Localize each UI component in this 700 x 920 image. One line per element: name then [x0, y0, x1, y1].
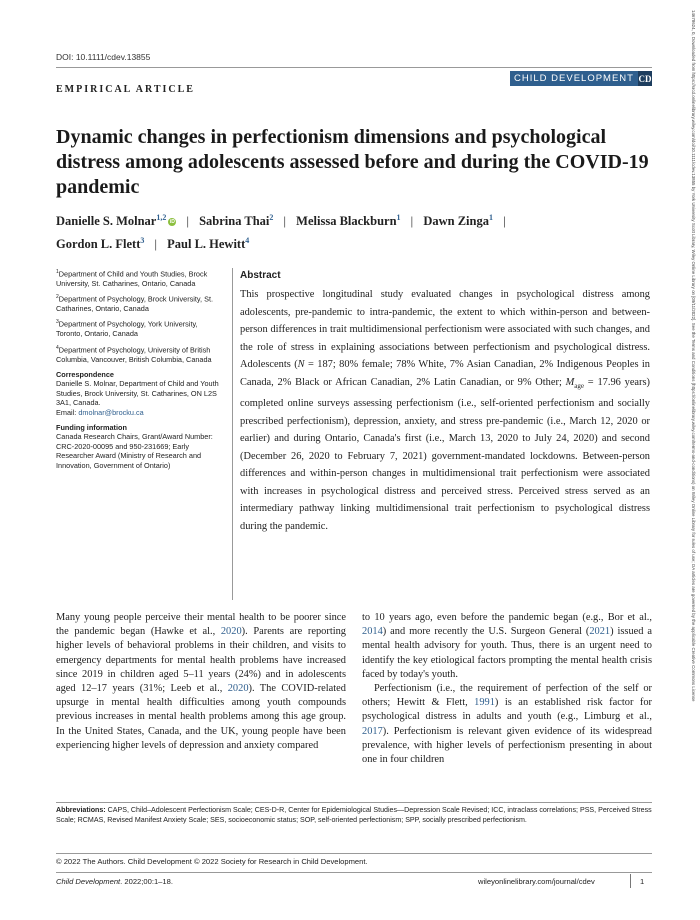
author-affiliation[interactable]: 2 — [269, 213, 274, 222]
citation-link[interactable]: 1991 — [474, 697, 495, 709]
affiliation: $^4$Department of Psychology, University of British Columbia, Vancouver, British Columbia, Canada — [56, 344, 212, 364]
citation-link[interactable]: 2017 — [362, 725, 383, 737]
journal-logo-icon: CD — [638, 71, 652, 86]
download-notice-sidebar: 14678624, 0, Downloaded from https://srcd.onlinelibrary.wiley.com/doi/10.1111/cdev.13855 by York University Scott Library, Wiley Online Library on [09/11/2022]. See the Terms and Conditions (https://onlinelibrary.wiley.com/terms-and-conditions) on Wiley Online Library for rules of use; OA articles are governed by the applicable Creative Commons License — [691, 10, 696, 702]
affiliation: $^3$Department of Psychology, York University, Toronto, Ontario, Canada — [56, 319, 198, 339]
body-column-right — [362, 611, 652, 767]
author-separator: | — [283, 214, 287, 229]
header-rule — [56, 67, 652, 68]
column-divider — [232, 268, 233, 600]
body-paragraph: Perfectionism (i.e., the requirement of perfection of the self or others; Hewitt & Flett, 1991) is an established risk factor for psychological distress in adults and youth (e.g., Limburg et al., 2017). Perfectionism is relevant given evidence of its widespread prevalence, with higher levels of perfectionism presenting in about one in four children — [362, 683, 652, 766]
correspondence-text: Danielle S. Molnar, Department of Child and Youth Studies, Brock University, St. Catharines, ON L2S 3A1, Canada. Email: dmolnar@brocku.ca — [56, 379, 219, 417]
journal-badge[interactable] — [510, 71, 652, 86]
journal-name: CHILD DEVELOPMENT — [514, 73, 634, 84]
author-affiliation[interactable]: 3 — [140, 236, 145, 246]
author-name[interactable]: Sabrina Thai — [199, 214, 270, 229]
orcid-icon[interactable]: iD — [169, 219, 175, 226]
author-name[interactable]: Danielle S. Molnar — [56, 214, 157, 229]
footer-separator — [630, 874, 631, 888]
author-affiliation[interactable]: 1,2 — [156, 213, 167, 222]
article-type: EMPIRICAL ARTICLE — [56, 84, 195, 95]
copyright: © 2022 The Authors. Child Development © 2022 Society for Research in Child Development. — [56, 857, 368, 866]
author-name[interactable]: Gordon L. Flett — [56, 237, 141, 252]
author-list — [56, 208, 646, 254]
correspondence-heading: Correspondence — [56, 369, 114, 379]
article-title: Dynamic changes in perfectionism dimensions and psychological distress among adolescents assessed before and during the COVID-19 pandemic — [56, 126, 649, 198]
abbreviations-rule — [56, 802, 652, 803]
author-separator: | — [186, 214, 189, 229]
email-link[interactable]: dmolnar@brocku.ca — [78, 407, 144, 417]
body-paragraph: Many young people perceive their mental health to be poorer since the pandemic began (Hawke et al., 2020). Parents are reporting higher levels of behavioral problems in their children, and visits to emergency departments for mental health problems have increased since 2019 in children aged 5–11 years (24%) and in adolescents aged 12–17 years (31%; Leeb et al., 2020). The COVID-related upsurge in mental health difficulties among youth compounds previous increases in mental health problems among this age group. In the United States, Canada, and the UK, young people have been experiencing higher levels of depression and anxiety compared — [56, 612, 346, 751]
author-separator: | — [503, 214, 506, 229]
footer-url[interactable]: wileyonlinelibrary.com/journal/cdev — [478, 877, 595, 886]
citation-link[interactable]: 2014 — [362, 626, 383, 638]
author-affiliation[interactable]: 4 — [245, 236, 250, 246]
abstract-heading: Abstract — [240, 270, 281, 281]
page-number: 1 — [640, 877, 645, 886]
funding-heading: Funding information — [56, 422, 127, 432]
funding-text: Canada Research Chairs, Grant/Award Number: CRC-2020-00095 and 950-231669; Early Researcher Award (Ministry of Research and Innovation, Government of Ontario) — [56, 432, 213, 470]
doi[interactable]: DOI: 10.1111/cdev.13855 — [56, 52, 151, 62]
author-affiliation[interactable]: 1 — [488, 213, 493, 222]
affiliation: $^2$Department of Psychology, Brock University, St. Catharines, Ontario, Canada — [56, 294, 214, 314]
author-name[interactable]: Melissa Blackburn — [296, 214, 397, 229]
author-affiliation[interactable]: 1 — [396, 213, 401, 222]
author-separator: | — [154, 237, 158, 252]
citation-link[interactable]: 2020 — [227, 683, 249, 695]
citation-link[interactable]: 2020 — [220, 626, 242, 638]
footer-rule — [56, 872, 652, 873]
body-column-left — [56, 611, 346, 753]
abbreviations: Abbreviations: CAPS, Child–Adolescent Perfectionism Scale; CES-D-R, Center for Epidemiological Studies—Depression Scale Revised; ICC, intraclass correlations; PSS, Perceived Stress Scale; RCMAS, Revised Manifest Anxiety Scale; SES, socioeconomic status; SOP, self-oriented perfectionism; SPP, socially prescribed perfectionism. — [56, 806, 652, 824]
author-separator: | — [410, 214, 414, 229]
citation-link[interactable]: 2021 — [589, 626, 611, 638]
author-name[interactable]: Paul L. Hewitt — [167, 237, 246, 252]
copyright-rule — [56, 853, 652, 854]
footer-citation: Child Development. 2022;00:1–18. — [56, 877, 173, 886]
author-name[interactable]: Dawn Zinga — [423, 214, 489, 229]
affiliation: $^1$Department of Child and Youth Studies, Brock University, St. Catharines, Ontario, Canada — [56, 269, 208, 288]
body-paragraph: to 10 years ago, even before the pandemic began (e.g., Bor et al., 2014) and more recently the U.S. Surgeon General (2021) issued a mental health advisory for youth. Thus, there is an urgent need to identify the key etiological factors prompting the mental health crisis faced by today's youth. — [362, 612, 653, 680]
abstract-text: This prospective longitudinal study evaluated changes in psychological distress among adolescents, pre-pandemic to intra-pandemic, the extent to which within-person and between-person differences in trait multidimensional perfectionism were associated with such changes, and the role of stress in explaining associations between perfectionism and psychological distress. Adolescents (N = 187; 80% female; 78% White, 7% Asian Canadian, 2% Indigenous Peoples in Canada, 2% Black or African Canadian, 2% Latin Canadian, or 9% Other; $M_{age} = 17.96$ years) completed online surveys assessing perfectionism (i.e., self-oriented perfectionism and socially prescribed perfectionism), depression, anxiety, and stress pre-pandemic (i.e., March 12, 2020 or earlier) and during Ontario, Canada's first (i.e., March 13, 2020 to July 24, 2020) and second (December 26, 2020 to February 7, 2021) government-mandated lockdowns. Between-person differences and within-person changes in multidimensional trait perfectionism were associated with increases in psychological distress and perceived stress. Perceived stress served as an intermediary pathway linking multidimensional trait perfectionism to psychological distress during the pandemic. — [240, 289, 651, 532]
author-info-column — [56, 268, 224, 475]
